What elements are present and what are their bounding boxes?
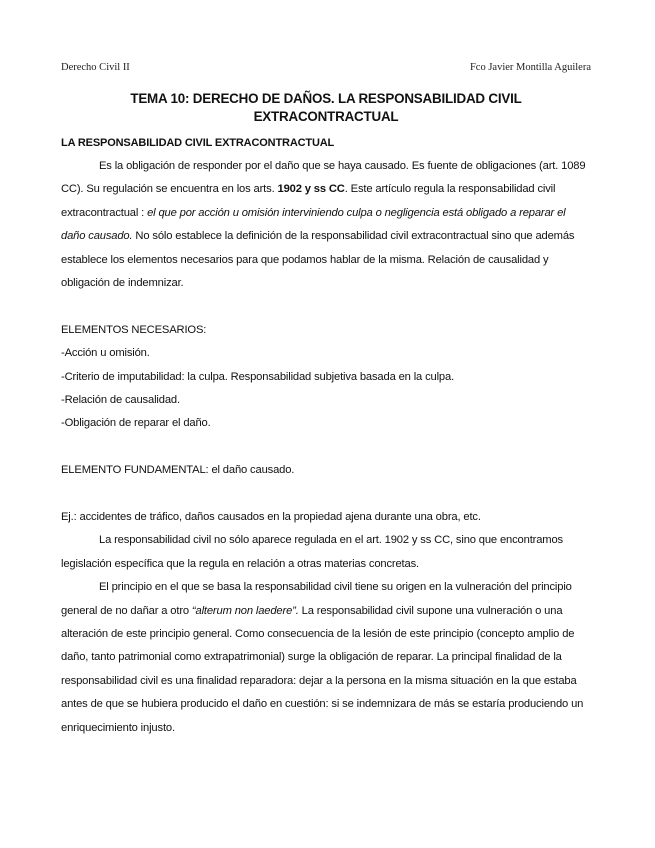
- list-item: -Relación de causalidad.: [61, 394, 180, 407]
- section-heading: LA RESPONSABILIDAD CIVIL EXTRACONTRACTUAL: [61, 137, 335, 149]
- p1-text-a: Es la obligación de responder por el daño que se haya causado. Es fuente de obligaciones (art. 1089 CC). Su regulación se encuentra en los arts.: [61, 160, 586, 196]
- paragraph-definition: [61, 155, 591, 295]
- header-course: Derecho Civil II: [61, 62, 130, 73]
- list-item: -Criterio de imputabilidad: la culpa. Responsabilidad subjetiva basada en la culpa.: [61, 370, 455, 383]
- paragraph-legislacion: La responsabilidad civil no sólo aparece regulada en el art. 1902 y ss CC, sino que encontramos legislación específica que la regula en relación a otras materias concretas.: [61, 534, 563, 570]
- document-title: TEMA 10: DERECHO DE DAÑOS. LA RESPONSABILIDAD CIVIL EXTRACONTRACTUAL: [130, 91, 522, 124]
- list-item: -Obligación de reparar el daño.: [61, 417, 211, 430]
- p1-article-ref: 1902 y ss CC: [277, 183, 345, 196]
- elementos-section: [61, 319, 591, 436]
- p1-text-c: . Este artículo regula la responsabilidad civil extracontractual :: [61, 183, 556, 219]
- list-item: -Acción u omisión.: [61, 347, 150, 360]
- paragraph-principio: [61, 576, 591, 740]
- p3-latin-quote: “alterum non laedere”.: [191, 604, 299, 617]
- spacer: [61, 295, 591, 318]
- p3-text-a: El principio en el que se basa la responsabilidad civil tiene su origen en la vulneración del principio general de no dañar a otro: [61, 581, 572, 617]
- p3-text-c: La responsabilidad civil supone una vulneración o una alteración de este principio general. Como consecuencia de la lesión de este principio (concepto amplio de daño, tanto patrimonial como extrapatrimonial) surge la obligación de reparar. La principal finalidad de la responsabilidad civil es una finalidad reparadora: dejar a la persona en la misma situación en la que estaba antes de que se hubiera producido el daño en cuestión: si se indemnizara de más se estaría produciendo un enriquecimiento injusto.: [61, 604, 584, 734]
- p1-quote: el que por acción u omisión interviniendo culpa o negligencia está obligado a reparar el daño causado.: [61, 206, 566, 243]
- elementos-heading: ELEMENTOS NECESARIOS:: [61, 323, 207, 336]
- p1-text-e: No sólo establece la definición de la responsabilidad civil extracontractual sino que además establece los elementos necesarios para que podamos hablar de la misma. Relación de causalidad y obligación de indemnizar.: [61, 230, 575, 290]
- header-author: Fco Javier Montilla Aguilera: [469, 62, 591, 73]
- spacer: [61, 436, 591, 459]
- spacer: [61, 483, 591, 506]
- document-body: [61, 89, 591, 740]
- elemento-fundamental: ELEMENTO FUNDAMENTAL: el daño causado.: [61, 464, 295, 477]
- ejemplo-line: Ej.: accidentes de tráfico, daños causados en la propiedad ajena durante una obra, etc.: [61, 511, 481, 524]
